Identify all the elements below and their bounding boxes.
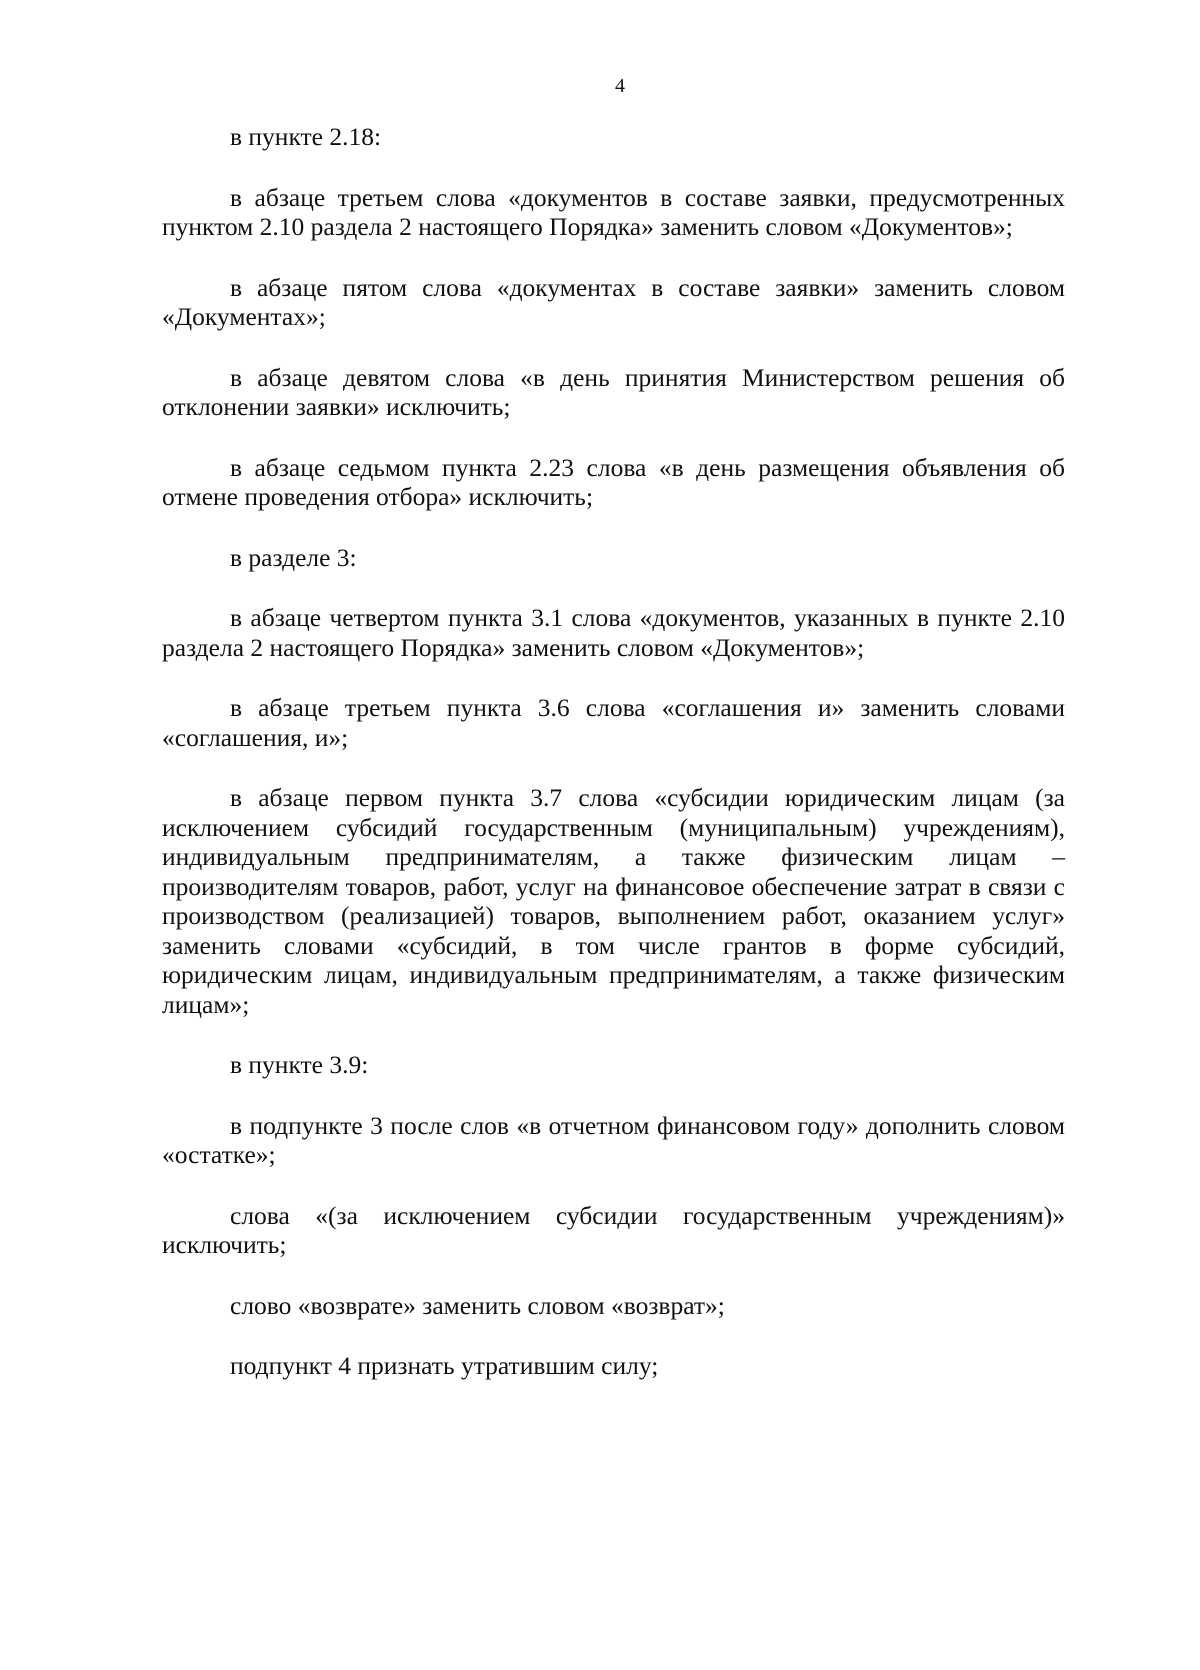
paragraph: в пункте 3.9: bbox=[230, 1050, 369, 1079]
paragraph: в подпункте 3 после слов «в отчетном финансовом году» дополнить словом «остатке»; bbox=[162, 1110, 1065, 1169]
document-body bbox=[162, 122, 1065, 1412]
paragraph: в абзаце третьем пункта 3.6 слова «соглашения и» заменить словами «соглашения, и»; bbox=[162, 693, 1065, 752]
paragraph: подпункт 4 признать утратившим силу; bbox=[230, 1351, 659, 1380]
paragraph: в пункте 2.18: bbox=[230, 122, 382, 151]
paragraph: в абзаце третьем слова «документов в составе заявки, предусмотренных пунктом 2.10 раздела 2 настоящего Порядка» заменить словом «Документов»; bbox=[162, 182, 1065, 241]
paragraph: в разделе 3: bbox=[230, 542, 357, 572]
paragraph: в абзаце пятом слова «документах в составе заявки» заменить словом «Документах»; bbox=[162, 272, 1065, 331]
paragraph: в абзаце первом пункта 3.7 слова «субсидии юридическим лицам (за исключением субсидий государственным (муниципальным) учреждениям), индивидуальным предпринимателям, а также физическим лицам – производителям товаров, работ, услуг на финансовое обеспечение затрат в связи с производством (реализацией) товаров, выполнением работ, оказанием услуг» заменить словами «субсидий, в том числе грантов в форме субсидий, юридическим лицам, индивидуальным предпринимателям, а также физическим лицам»; bbox=[162, 783, 1065, 1019]
paragraph: в абзаце четвертом пункта 3.1 слова «документов, указанных в пункте 2.10 раздела 2 настоящего Порядка» заменить словом «Документов»; bbox=[162, 603, 1065, 662]
paragraph: в абзаце седьмом пункта 2.23 слова «в день размещения объявления об отмене проведения отбора» исключить; bbox=[162, 452, 1065, 511]
paragraph: слова «(за исключением субсидии государственным учреждениям)» исключить; bbox=[162, 1200, 1065, 1259]
paragraph: в абзаце девятом слова «в день принятия Министерством решения об отклонении заявки» исключить; bbox=[162, 362, 1065, 421]
page-number: 4 bbox=[615, 75, 625, 97]
paragraph: слово «возврате» заменить словом «возврат»; bbox=[230, 1290, 725, 1320]
